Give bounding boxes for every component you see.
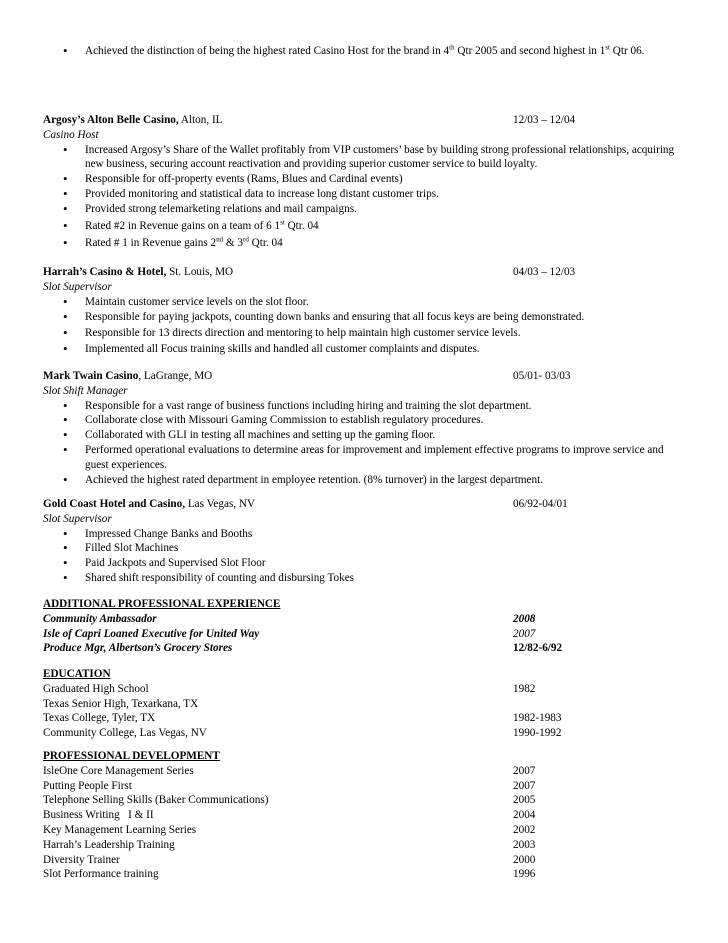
row-label: Texas College, Tyler, TX [43,712,156,725]
list-item [43,326,693,341]
list-item [43,172,683,187]
list-item [43,443,683,473]
table-row [43,627,693,642]
list-item [43,295,693,310]
job-header [43,497,693,512]
section-additional-experience [43,597,693,656]
bullet-text: Responsible for 13 directs direction and mentoring to help maintain high customer service levels. [85,327,521,340]
row-label: Telephone Selling Skills (Baker Communications) [43,794,269,807]
bullet-text: Rated # 1 in Revenue gains 2 [85,237,217,250]
bullet-text: Achieved the distinction of being the highest rated Casino Host for the brand in 4 [85,45,450,57]
job-title: Slot Shift Manager [43,384,128,397]
section-heading: ADDITIONAL PROFESSIONAL EXPERIENCE [43,598,281,610]
bullet-text: Collaborated with GLI in testing all machines and setting up the gaming floor. [85,429,436,442]
list-item [43,236,683,251]
bullet-text: Impressed Change Banks and Booths [85,527,253,540]
row-label: Community Ambassador [43,612,157,625]
job-header [43,265,693,280]
job-dates: 05/01- 03/03 [513,370,571,382]
bullet-text: & 3 [223,237,244,250]
bullet-text: Qtr. 04 [284,219,319,232]
employer-name: Mark Twain Casino [43,370,139,382]
row-label: Produce Mgr, Albertson’s Grocery Stores [43,642,233,655]
employer-name: Gold Coast Hotel and Casino, [43,498,186,510]
bullet-text: Paid Jackpots and Supervised Slot Floor [85,557,266,570]
row-date: 2000 [513,853,536,866]
job-title: Slot Supervisor [43,280,112,293]
job-entry-gold-coast [43,497,693,586]
bullet-text: Provided monitoring and statistical data to increase long distant customer trips. [85,187,439,200]
job-entry-mark-twain [43,369,693,487]
row-date: 2007 [513,627,536,640]
list-item [43,219,683,234]
job-header [43,113,693,128]
row-date: 2005 [513,794,536,807]
bullet-text: Qtr. 04 [248,237,283,250]
bullet-text: Provided strong telemarketing relations and mail campaigns. [85,202,357,215]
row-label: Harrah’s Leadership Training [43,838,175,851]
table-row [43,682,693,697]
list-item [43,44,703,59]
employer-name: Argosy’s Alton Belle Casino, [43,114,179,126]
job-dates: 06/92-04/01 [513,498,568,510]
list-item [43,202,683,217]
job-entry-argosy [43,113,693,251]
row-date: 1996 [513,868,536,881]
job-dates: 12/03 – 12/04 [513,114,576,126]
bullet-text: Responsible for a vast range of business functions including hiring and training the slot department. [85,399,532,412]
list-item [43,527,693,542]
table-row [43,793,693,808]
bullet-text: Qtr 2005 and second highest in 1 [454,45,606,57]
section-education [43,667,693,741]
list-item [43,571,693,586]
row-label: Texas Senior High, Texarkana, TX [43,697,199,710]
list-item [43,413,683,428]
row-label: Diversity Trainer [43,853,120,866]
superscript: st [605,43,610,52]
section-heading: PROFESSIONAL DEVELOPMENT [43,750,220,762]
bullet-text: Maintain customer service levels on the slot floor. [85,295,309,308]
row-date: 2003 [513,838,536,851]
row-label: Business Writing I & II [43,809,154,822]
table-row [43,779,693,794]
row-date: 2002 [513,823,536,836]
list-item [43,342,693,357]
table-row [43,641,693,656]
table-row [43,867,693,882]
top-achievement [43,44,703,59]
table-row [43,697,693,712]
list-item [43,556,693,571]
list-item [43,473,683,488]
table-row [43,711,693,726]
row-label: Key Management Learning Series [43,823,197,836]
job-location: Alton, IL [178,114,223,126]
bullet-text: Rated #2 in Revenue gains on a team of 6 1 [85,219,281,232]
row-label: Isle of Capri Loaned Executive for United Way [43,627,260,640]
job-title: Casino Host [43,128,99,141]
list-item [43,187,683,202]
row-date: 2007 [513,779,536,792]
table-row [43,764,693,779]
list-item [43,428,683,443]
row-label: Putting People First [43,779,132,792]
job-title: Slot Supervisor [43,512,112,525]
list-item [43,143,683,173]
bullet-text: Performed operational evaluations to determine areas for improvement and implement effective programs to improve service and guest experiences. [85,443,664,471]
list-item [43,399,683,414]
row-date: 2004 [513,809,536,822]
row-date: 12/82-6/92 [513,642,563,655]
job-header [43,369,693,384]
row-date: 1982 [513,682,536,695]
job-location: St. Louis, MO [166,266,234,278]
list-item [43,310,693,325]
row-label: Graduated High School [43,682,149,695]
job-location: , LaGrange, MO [138,370,213,382]
superscript: th [449,43,455,52]
bullet-text: Responsible for off-property events (Rams, Blues and Cardinal events) [85,173,403,186]
row-label: IsleOne Core Management Series [43,764,194,777]
bullet-text: Responsible for paying jackpots, counting down banks and ensuring that all focus keys are being demonstrated. [85,311,585,324]
bullet-text: Collaborate close with Missouri Gaming Commission to establish regulatory procedures. [85,414,484,427]
employer-name: Harrah’s Casino & Hotel, [43,266,167,278]
table-row [43,726,693,741]
bullet-text: Shared shift responsibility of counting and disbursing Tokes [85,571,355,584]
row-date: 2008 [513,612,536,625]
row-label: Community College, Las Vegas, NV [43,727,207,740]
section-heading: EDUCATION [43,668,111,680]
job-entry-harrahs [43,265,693,357]
bullet-text: Increased Argosy’s Share of the Wallet profitably from VIP customers’ base by building strong professional relationships, acquiring new business, securing account reactivation and providing superior customer service to build loyalty. [85,143,675,171]
list-item [43,541,693,556]
row-label: Slot Performance training [43,868,159,881]
superscript: st [280,217,285,226]
table-row [43,808,693,823]
job-location: Las Vegas, NV [185,498,256,510]
bullet-text: Filled Slot Machines [85,542,179,555]
superscript: rd [243,235,249,244]
bullet-text: Qtr 06. [609,45,645,57]
table-row [43,838,693,853]
superscript: nd [216,235,224,244]
row-date: 1990-1992 [513,727,562,740]
table-row [43,853,693,868]
row-date: 2007 [513,764,536,777]
bullet-text: Achieved the highest rated department in employee retention. (8% turnover) in the largest department. [85,473,544,486]
table-row [43,823,693,838]
section-professional-development [43,749,693,882]
row-date: 1982-1983 [513,712,562,725]
bullet-text: Implemented all Focus training skills and handled all customer complaints and disputes. [85,342,480,355]
table-row [43,612,693,627]
job-dates: 04/03 – 12/03 [513,266,576,278]
